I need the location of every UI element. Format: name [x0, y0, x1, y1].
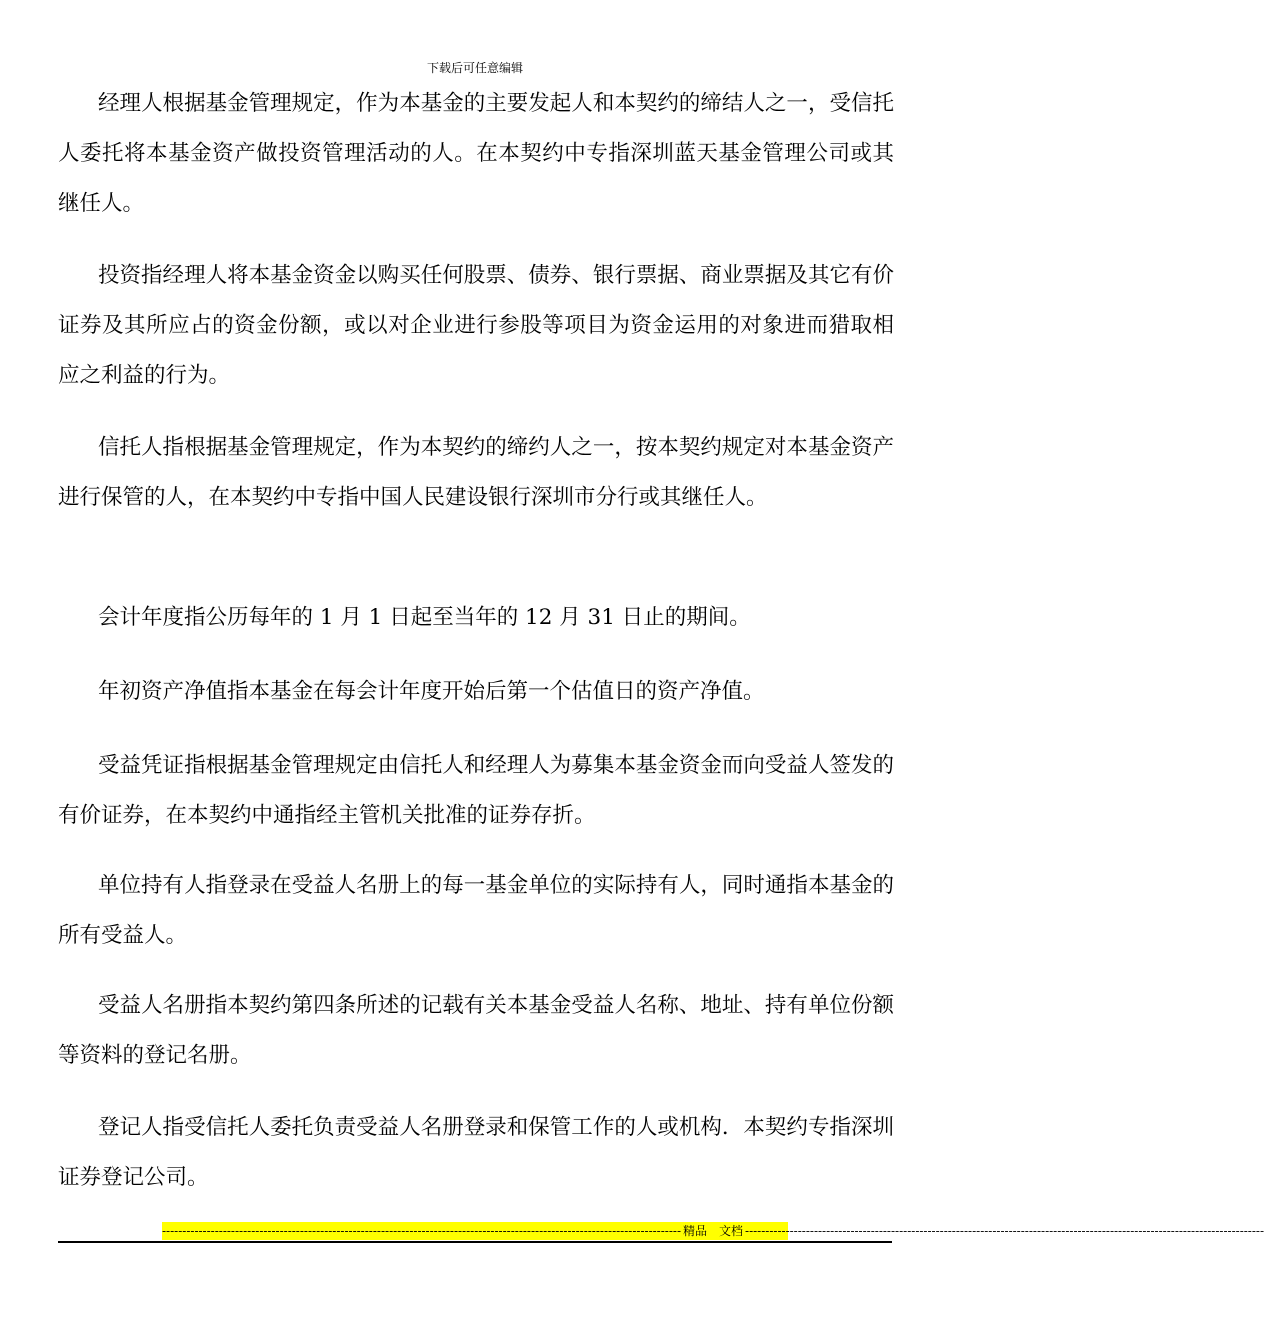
- header-note: 下载后可任意编辑: [426, 61, 523, 75]
- paragraph-manager: [58, 79, 894, 229]
- paragraph-opening-nav: [58, 667, 894, 717]
- paragraph-text: 年初资产净值指本基金在每会计年度开始后第一个估值日的资产净值。: [98, 679, 765, 704]
- paragraph-text: 受益凭证指根据基金管理规定由信托人和经理人为募集本基金资金而向受益人签发的有价证券，在本契约中通指经主管机关批准的证券存折。: [58, 753, 894, 828]
- footer-rule: [58, 1241, 892, 1243]
- footer-dash-right: --------------------------------------------------------------------------------------------------------------------------------: [745, 1224, 1264, 1238]
- paragraph-certificate: [58, 741, 894, 841]
- paragraph-register: [58, 981, 894, 1081]
- paragraph-text: 信托人指根据基金管理规定，作为本契约的缔约人之一，按本契约规定对本基金资产进行保管的人，在本契约中专指中国人民建设银行深圳市分行或其继任人。: [58, 435, 894, 510]
- paragraph-text: 投资指经理人将本基金资金以购买任何股票、债券、银行票据、商业票据及其它有价证券及其所应占的资金份额，或以对企业进行参股等项目为资金运用的对象进而猎取相应之利益的行为。: [58, 263, 894, 388]
- footer-dash-left: --------------------------------------------------------------------------------------------------------------------------------: [162, 1224, 681, 1238]
- paragraph-text: 登记人指受信托人委托负责受益人名册登录和保管工作的人或机构．本契约专指深圳证券登记公司。: [58, 1115, 894, 1190]
- paragraph-text: 会计年度指公历每年的 1 月 1 日起至当年的 12 月 31 日止的期间。: [98, 605, 751, 630]
- paragraph-investment: [58, 251, 894, 401]
- paragraph-fiscal-year: [58, 593, 894, 643]
- paragraph-unit-holder: [58, 861, 894, 961]
- paragraph-text: 经理人根据基金管理规定，作为本基金的主要发起人和本契约的缔结人之一，受信托人委托将本基金资产做投资管理活动的人。在本契约中专指深圳蓝天基金管理公司或其继任人。: [58, 91, 894, 216]
- paragraph-text: 单位持有人指登录在受益人名册上的每一基金单位的实际持有人，同时通指本基金的所有受益人。: [58, 873, 894, 948]
- paragraph-text: 受益人名册指本契约第四条所述的记载有关本基金受益人名称、地址、持有单位份额等资料的登记名册。: [58, 993, 894, 1068]
- footer-banner: [162, 1222, 1264, 1240]
- paragraph-trustee: [58, 423, 894, 523]
- paragraph-registrar: [58, 1103, 894, 1203]
- footer-label: 精品 文档: [683, 1224, 744, 1238]
